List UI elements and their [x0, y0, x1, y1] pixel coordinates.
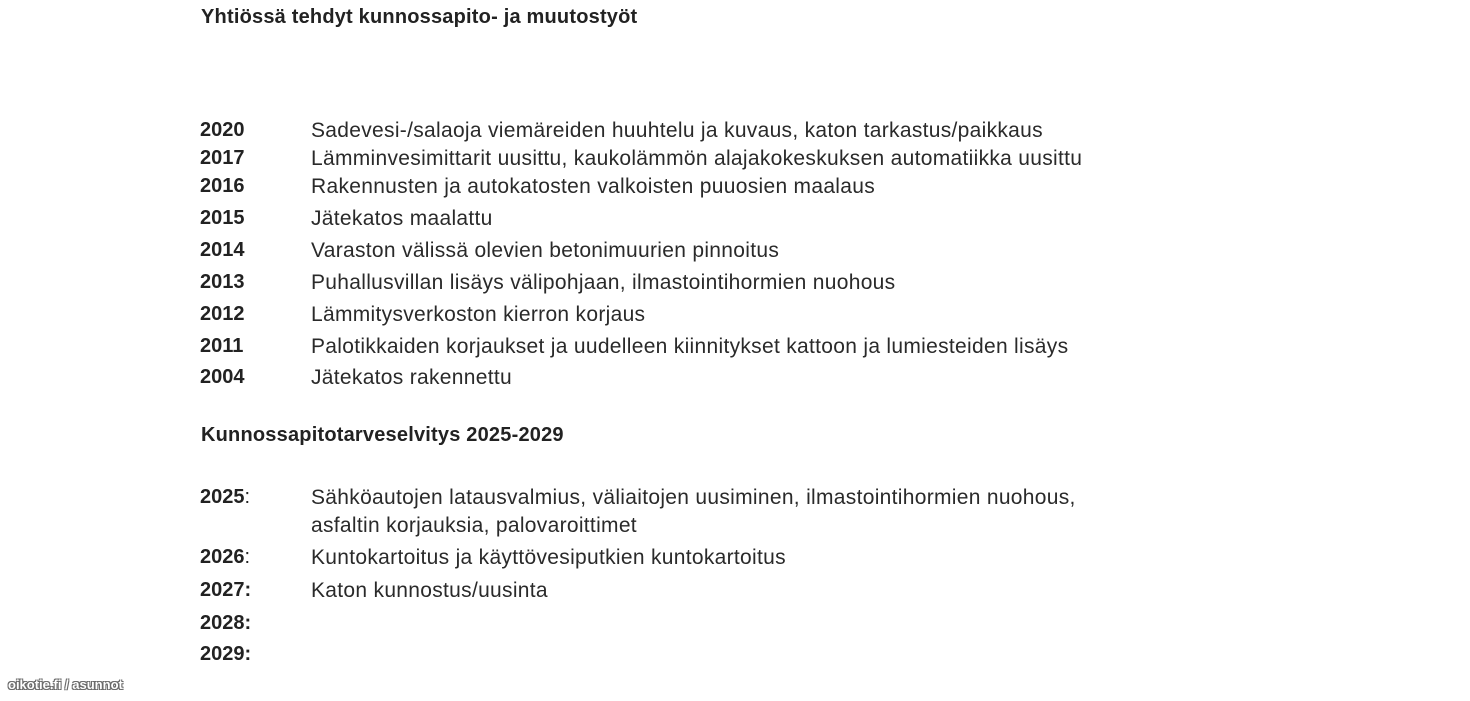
entry-year: 2011 [200, 335, 244, 357]
section-title-maintenance-plan: Kunnossapitotarveselvitys 2025-2029 [201, 424, 564, 446]
entry-year: 2028: [200, 612, 252, 634]
entry-year: 2026: [200, 546, 251, 568]
entry-year: 2029: [200, 643, 252, 665]
entry-text: Varaston välissä olevien betonimuurien pinnoitus [311, 239, 780, 262]
entry-text: Jätekatos rakennettu [311, 366, 512, 389]
entry-text: Kuntokartoitus ja käyttövesiputkien kuntokartoitus [311, 546, 786, 569]
entry-year: 2015 [200, 207, 245, 229]
entry-text: Lämminvesimittarit uusittu, kaukolämmön alajakokeskuksen automatiikka uusittu [311, 147, 1083, 170]
entry-year: 2027: [200, 579, 252, 601]
entry-year: 2016 [200, 175, 245, 197]
entry-text: Katon kunnostus/uusinta [311, 579, 548, 602]
entry-text: Jätekatos maalattu [311, 207, 493, 230]
entry-text: Lämmitysverkoston kierron korjaus [311, 303, 646, 326]
entry-text: Sähköautojen latausvalmius, väliaitojen uusiminen, ilmastointihormien nuohous, asfaltin korjauksia, palovaroittimet [311, 486, 1076, 537]
entry-text: Palotikkaiden korjaukset ja uudelleen kiinnitykset kattoon ja lumiesteiden lisäys [311, 335, 1069, 358]
entry-text: Rakennusten ja autokatosten valkoisten puuosien maalaus [311, 175, 876, 198]
watermark: oikotie.fi / asunnot [8, 677, 123, 692]
section-title-maintenance-done: Yhtiössä tehdyt kunnossapito- ja muutostyöt [201, 6, 638, 28]
entry-text: Puhallusvillan lisäys välipohjaan, ilmastointihormien nuohous [311, 271, 896, 294]
entry-year: 2014 [200, 239, 245, 261]
entry-text: Sadevesi-/salaoja viemäreiden huuhtelu ja kuvaus, katon tarkastus/paikkaus [311, 119, 1043, 142]
entry-year: 2013 [200, 271, 245, 293]
entry-year: 2025: [200, 486, 251, 508]
entry-year: 2012 [200, 303, 245, 325]
entry-year: 2020 [200, 119, 245, 141]
entry-year: 2004 [200, 366, 245, 388]
entry-year: 2017 [200, 147, 245, 169]
